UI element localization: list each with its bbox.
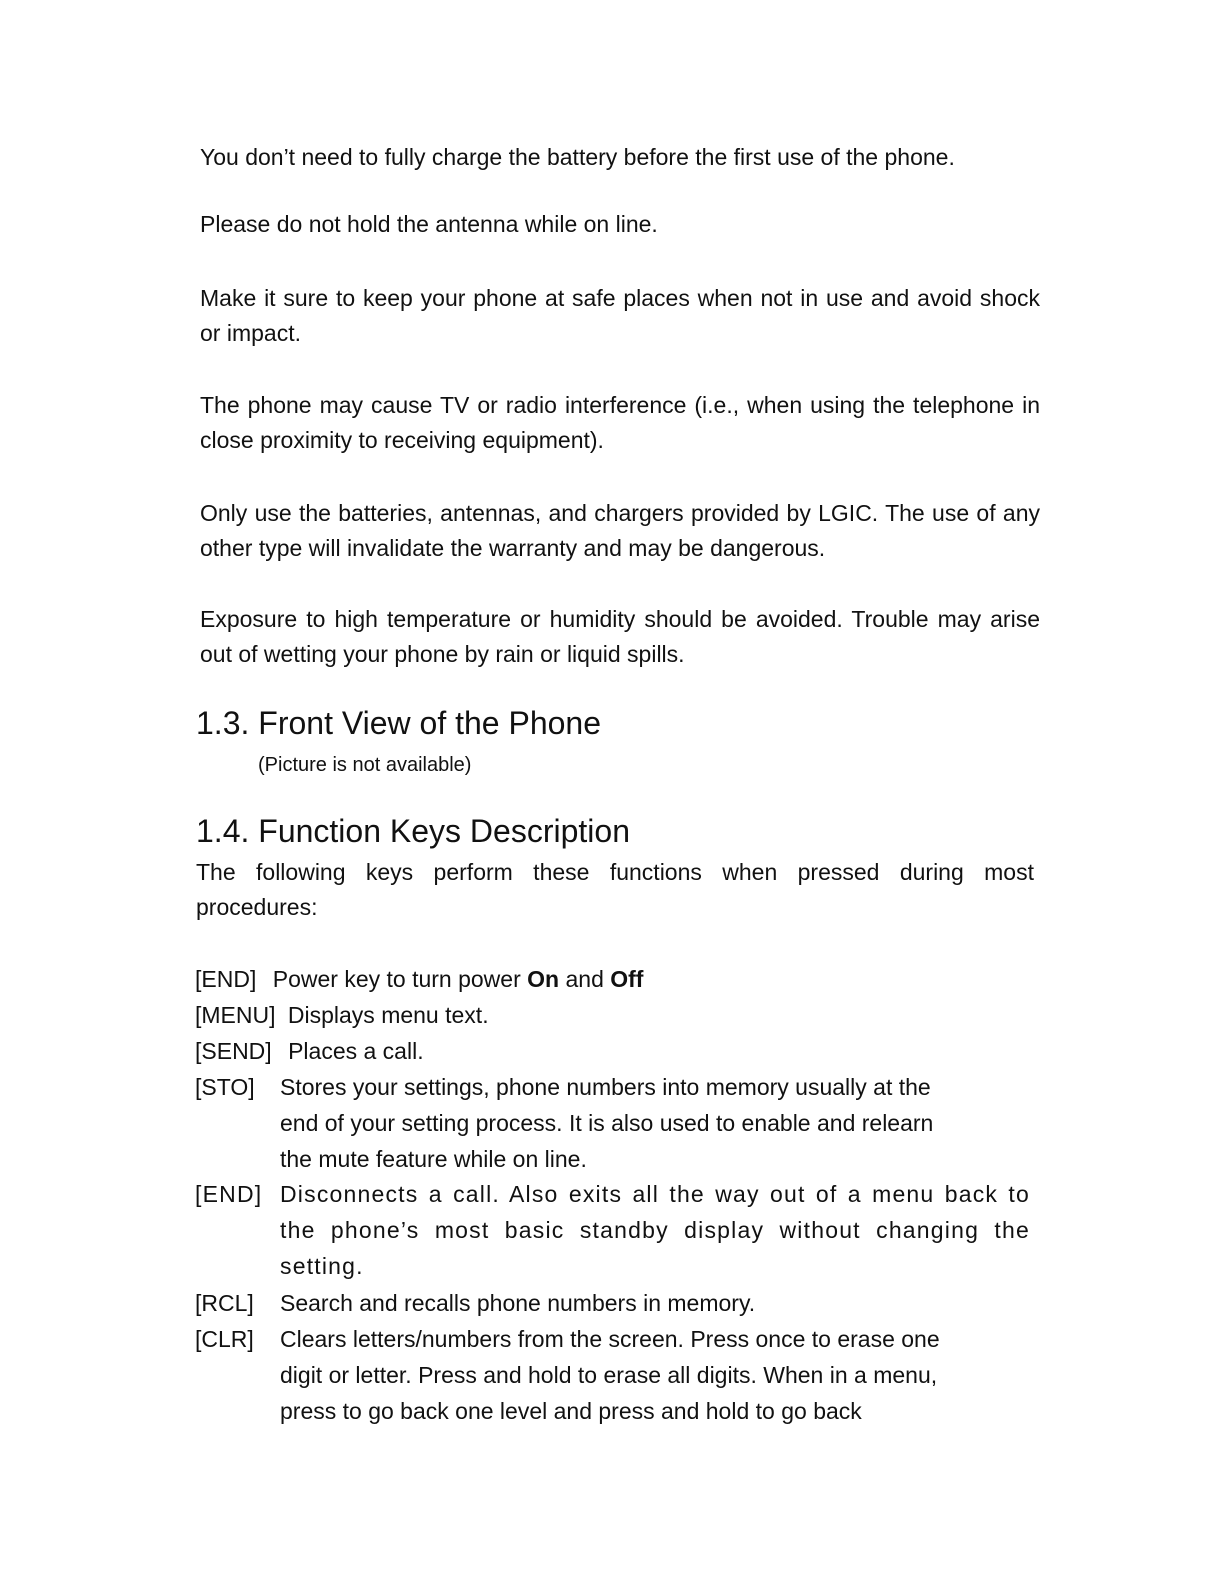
key-label: [END] xyxy=(195,966,257,992)
key-row-clr xyxy=(195,1321,1045,1429)
key-row-rcl xyxy=(195,1285,1045,1321)
key-description: Disconnects a call. Also exits all the way out of a menu back to the phone’s most basic standby display without changing the setting. xyxy=(280,1181,1030,1279)
paragraph-interference: The phone may cause TV or radio interference (i.e., when using the telephone in close proximity to receiving equipment). xyxy=(200,392,1040,453)
key-label: [END] xyxy=(195,1181,263,1207)
paragraph-exposure: Exposure to high temperature or humidity should be avoided. Trouble may arise out of wetting your phone by rain or liquid spills. xyxy=(200,606,1040,667)
key-label: [STO] xyxy=(195,1074,255,1100)
key-row-end-power xyxy=(195,961,1045,997)
key-row-menu xyxy=(195,997,1045,1033)
function-keys-intro: The following keys perform these functions when pressed during most procedures: xyxy=(196,859,1034,920)
heading-function-keys: 1.4. Function Keys Description xyxy=(196,813,630,849)
key-description: Power key to turn power On and Off xyxy=(272,966,644,992)
key-label: [CLR] xyxy=(195,1326,254,1352)
key-description: Stores your settings, phone numbers into memory usually at the end of your setting process. It is also used to enable and relearn the mute feature while on line. xyxy=(280,1074,934,1172)
paragraph-batteries-chargers: Only use the batteries, antennas, and chargers provided by LGIC. The use of any other type will invalidate the warranty and may be dangerous. xyxy=(200,500,1040,561)
key-row-end-disconnect xyxy=(195,1176,1045,1284)
bold-on: On xyxy=(527,966,560,992)
paragraph-antenna: Please do not hold the antenna while on line. xyxy=(200,211,658,237)
key-description: Clears letters/numbers from the screen. Press once to erase one digit or letter. Press and hold to erase all digits. When in a menu, press to go back one level and press and hold to go back xyxy=(280,1326,940,1424)
key-description: Search and recalls phone numbers in memory. xyxy=(280,1290,756,1316)
bold-off: Off xyxy=(610,966,644,992)
key-description: Displays menu text. xyxy=(287,1002,489,1028)
key-description: Places a call. xyxy=(288,1038,424,1064)
key-label: [MENU] xyxy=(195,1002,276,1028)
paragraph-battery-charge: You don’t need to fully charge the battery before the first use of the phone. xyxy=(200,144,955,170)
front-view-note: (Picture is not available) xyxy=(258,754,472,776)
heading-front-view: 1.3. Front View of the Phone xyxy=(196,705,601,741)
key-row-send xyxy=(195,1033,1045,1069)
key-label: [RCL] xyxy=(195,1290,254,1316)
key-row-sto xyxy=(195,1069,1045,1177)
paragraph-safe-places: Make it sure to keep your phone at safe places when not in use and avoid shock or impact. xyxy=(200,285,1040,346)
key-label: [SEND] xyxy=(195,1038,272,1064)
